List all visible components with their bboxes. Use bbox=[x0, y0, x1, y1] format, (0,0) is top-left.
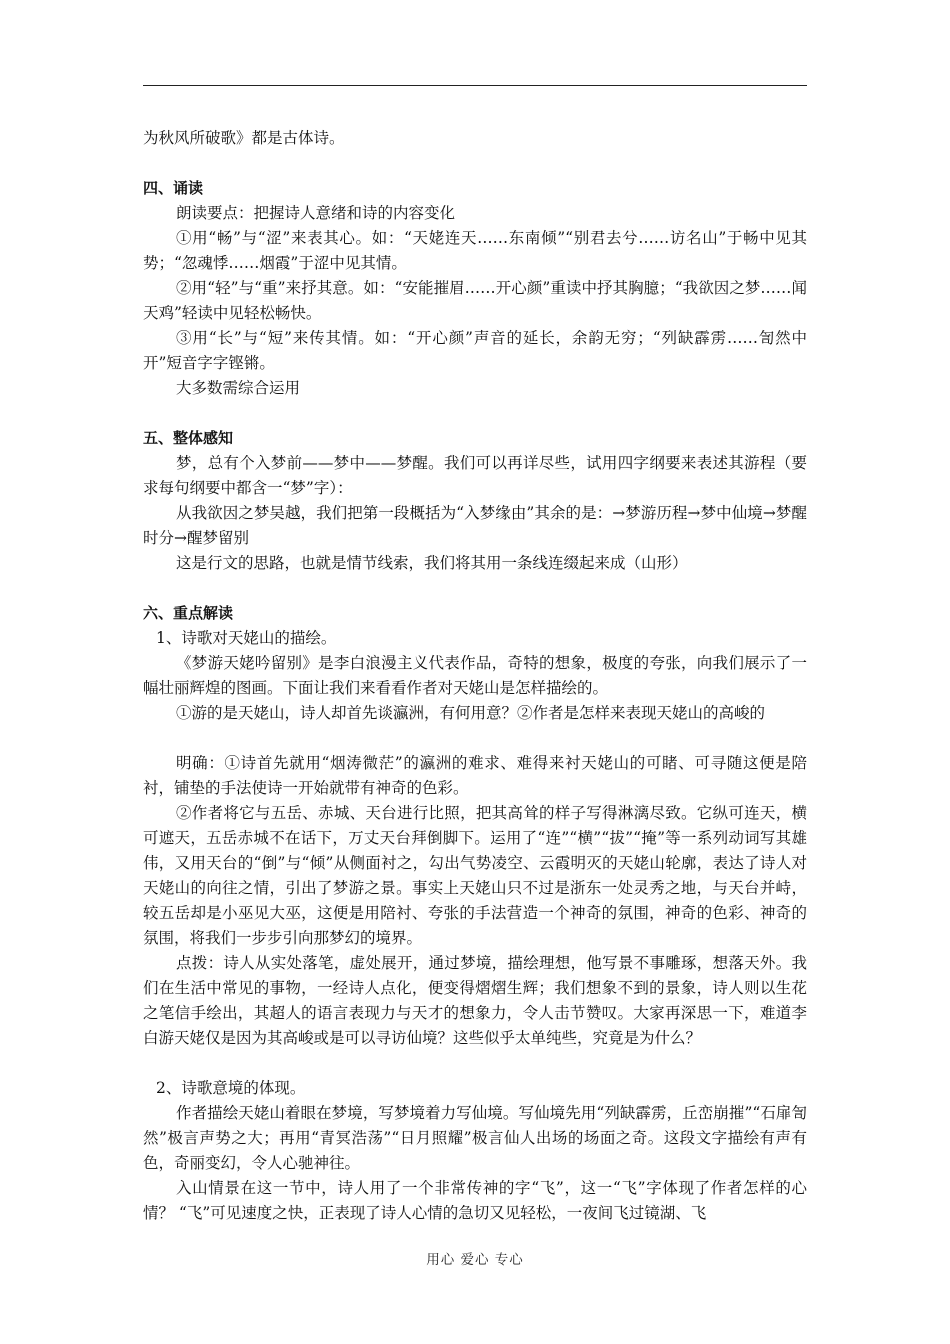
header-rule bbox=[143, 85, 807, 86]
section-heading-overview: 五、整体感知 bbox=[143, 429, 234, 447]
paragraph: ③用“长”与“短”来传其情。如：“开心颜”声音的延长，余韵无穷；“列缺霹雳……訇然中开”短音字字铿锵。 bbox=[143, 329, 807, 372]
page-footer: 用心 爱心 专心 bbox=[426, 1252, 524, 1268]
paragraph: 朗读要点：把握诗人意绪和诗的内容变化 bbox=[176, 204, 456, 222]
paragraph: 梦，总有个入梦前——梦中——梦醒。我们可以再详尽些，试用四字纲要来表述其游程（要求每句纲要中都含一“梦”字）： bbox=[143, 454, 807, 497]
paragraph: ②作者将它与五岳、赤城、天台进行比照，把其高耸的样子写得淋漓尽致。它纵可连天，横可遮天，五岳赤城不在话下，万丈天台拜倒脚下。运用了“连”“横”“拔”“掩”等一系列动词写其雄伟，又用天台的“倒”与“倾”从侧面衬之，勾出气势凌空、云霞明灭的天姥山轮廓，表达了诗人对天姥山的向往之情，引出了梦游之景。事实上天姥山只不过是浙东一处灵秀之地，与天台并峙，较五岳却是小巫见大巫，这便是用陪衬、夸张的手法营造一个神奇的氛围，神奇的色彩、神奇的氛围，将我们一步步引向那梦幻的境界。 bbox=[143, 804, 807, 947]
paragraph: ②用“轻”与“重”来抒其意。如：“安能摧眉……开心颜”重读中抒其胸臆；“我欲因之梦……闻天鸡”轻读中见轻松畅快。 bbox=[143, 279, 807, 322]
paragraph-continuation: 为秋风所破歌》都是古体诗。 bbox=[143, 129, 345, 147]
paragraph: ①游的是天姥山，诗人却首先谈瀛洲，有何用意？②作者是怎样来表现天姥山的高峻的 bbox=[176, 704, 766, 722]
paragraph: 入山情景在这一节中，诗人用了一个非常传神的字“飞”，这一“飞”字体现了作者怎样的心情？ “飞”可见速度之快，正表现了诗人心情的急切又见轻松，一夜间飞过镜湖、飞 bbox=[143, 1179, 807, 1222]
section-heading-recitation: 四、诵读 bbox=[143, 179, 204, 197]
paragraph: 作者描绘天姥山着眼在梦境，写梦境着力写仙境。写仙境先用“列缺霹雳，丘峦崩摧”“石扉訇然”极言声势之大；再用“青冥浩荡”“日月照耀”极言仙人出场的场面之奇。这段文字描绘有声有色，奇丽变幻，令人心驰神往。 bbox=[143, 1104, 807, 1172]
paragraph: 从我欲因之梦吴越，我们把第一段概括为“入梦缘由”其余的是：→梦游历程→梦中仙境→梦醒时分→醒梦留别 bbox=[143, 504, 807, 547]
document-body bbox=[143, 126, 807, 1226]
subsection-heading: 2、诗歌意境的体现。 bbox=[156, 1079, 306, 1097]
section-heading-key-reading: 六、重点解读 bbox=[143, 604, 234, 622]
subsection-heading: 1、诗歌对天姥山的描绘。 bbox=[156, 629, 337, 647]
paragraph: ①用“畅”与“涩”来表其心。如：“天姥连天……东南倾”“别君去兮……访名山”于畅中见其势；“忽魂悸……烟霞”于涩中见其情。 bbox=[143, 229, 807, 272]
paragraph: 点拨：诗人从实处落笔，虚处展开，通过梦境，描绘理想，他写景不事雕琢，想落天外。我们在生活中常见的事物，一经诗人点化，便变得熠熠生辉；我们想象不到的景象，诗人则以生花之笔信手绘出，其超人的语言表现力与天才的想象力，令人击节赞叹。大家再深思一下，难道李白游天姥仅是因为其高峻或是可以寻访仙境？这些似乎太单纯些，究竟是为什么？ bbox=[143, 954, 807, 1047]
paragraph: 明确：①诗首先就用“烟涛微茫”的瀛洲的难求、难得来衬天姥山的可睹、可寻随这便是陪衬，铺垫的手法使诗一开始就带有神奇的色彩。 bbox=[143, 754, 807, 797]
paragraph: 大多数需综合运用 bbox=[176, 379, 301, 397]
paragraph: 《梦游天姥吟留别》是李白浪漫主义代表作品，奇特的想象，极度的夸张，向我们展示了一幅壮丽辉煌的图画。下面让我们来看看作者对天姥山是怎样描绘的。 bbox=[143, 654, 807, 697]
paragraph: 这是行文的思路，也就是情节线索，我们将其用一条线连缀起来成（山形） bbox=[176, 554, 688, 572]
